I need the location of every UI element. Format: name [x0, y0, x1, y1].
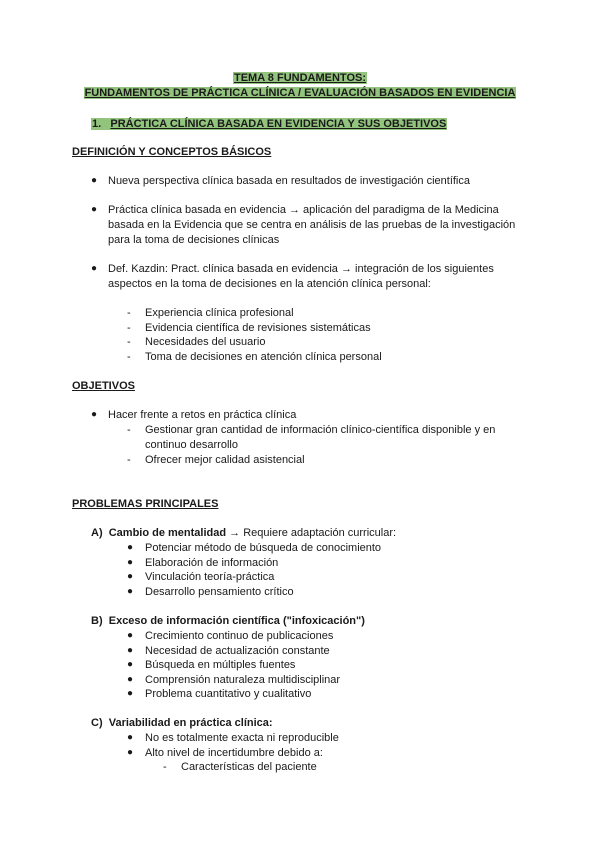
bullet-icon: ● — [91, 204, 98, 215]
group-b-item-1: Crecimiento continuo de publicaciones — [145, 630, 334, 642]
group-b-item-2: Necesidad de actualización constante — [145, 645, 330, 657]
definicion-bullet-2-line3: para la toma de decisiones clínicas — [108, 234, 280, 246]
group-c-item-2: Alto nivel de incertidumbre debido a: — [145, 747, 323, 759]
group-c-sub-item-1: Características del paciente — [181, 761, 317, 773]
group-a-title: Cambio de mentalidad — [108, 527, 227, 539]
objetivos-sub-item-2: Ofrecer mejor calidad asistencial — [145, 454, 305, 466]
bullet-icon: ● — [127, 542, 134, 553]
section-1-heading — [91, 117, 447, 131]
group-a-item-1: Potenciar método de búsqueda de conocimiento — [145, 542, 382, 554]
group-c-letter: C) — [91, 717, 103, 729]
bullet-icon: ● — [127, 630, 134, 641]
bullet-icon: ● — [127, 732, 134, 743]
group-b-item-5: Problema cuantitativo y cualitativo — [145, 688, 312, 700]
definicion-bullet-2-line2: basada en la Evidencia que se centra en análisis de las pruebas de la investigación — [108, 219, 516, 231]
bullet-icon: ● — [127, 688, 134, 699]
objetivos-sub-item-1-line2: continuo desarrollo — [145, 439, 238, 451]
doc-title-line1 — [0, 71, 600, 85]
bullet-icon: ● — [127, 557, 134, 568]
objetivos-bullet: Hacer frente a retos en práctica clínica — [108, 409, 297, 421]
definicion-bullet-1: Nueva perspectiva clínica basada en resultados de investigación científica — [108, 175, 470, 187]
objetivos-sub-item-1-line1: Gestionar gran cantidad de información clínico-científica disponible y en — [145, 424, 496, 436]
bullet-icon: ● — [91, 175, 98, 186]
dash-icon: - — [127, 454, 131, 466]
dash-icon: - — [163, 761, 167, 773]
problemas-heading: PROBLEMAS PRINCIPALES — [72, 498, 219, 510]
problemas-group-a-heading — [91, 526, 396, 540]
definicion-heading: DEFINICIÓN Y CONCEPTOS BÁSICOS — [72, 146, 272, 158]
group-a-item-4: Desarrollo pensamiento crítico — [145, 586, 294, 598]
definicion-sub-item-3: Necesidades del usuario — [145, 336, 266, 348]
bullet-icon: ● — [127, 571, 134, 582]
problemas-group-b-heading — [91, 614, 365, 628]
problemas-group-c-heading — [91, 716, 273, 730]
section-1-number: 1. — [92, 118, 102, 130]
group-a-item-2: Elaboración de información — [145, 557, 279, 569]
objetivos-heading: OBJETIVOS — [72, 380, 135, 392]
group-b-item-4: Comprensión naturaleza multidisciplinar — [145, 674, 341, 686]
bullet-icon: ● — [127, 674, 134, 685]
group-a-suffix: → Requiere adaptación curricular: — [226, 527, 397, 539]
group-c-item-1: No es totalmente exacta ni reproducible — [145, 732, 339, 744]
definicion-sub-item-2: Evidencia científica de revisiones sistemáticas — [145, 322, 371, 334]
doc-title-line2-text: FUNDAMENTOS DE PRÁCTICA CLÍNICA / EVALUACIÓN BASADOS EN EVIDENCIA — [84, 87, 516, 99]
definicion-bullet-2-line1: Práctica clínica basada en evidencia → aplicación del paradigma de la Medicina — [108, 204, 499, 216]
bullet-icon: ● — [127, 659, 134, 670]
bullet-icon: ● — [127, 586, 134, 597]
group-a-item-3: Vinculación teoría-práctica — [145, 571, 275, 583]
definicion-bullet-3-line1: Def. Kazdin: Pract. clínica basada en evidencia → integración de los siguientes — [108, 263, 494, 275]
bullet-icon: ● — [91, 409, 98, 420]
doc-title-line2 — [0, 86, 600, 100]
group-a-letter: A) — [91, 527, 103, 539]
dash-icon: - — [127, 307, 131, 319]
bullet-icon: ● — [127, 645, 134, 656]
dash-icon: - — [127, 336, 131, 348]
group-b-title: Exceso de información científica ("infoxicación") — [108, 615, 365, 627]
definicion-sub-item-4: Toma de decisiones en atención clínica personal — [145, 351, 382, 363]
definicion-sub-item-1: Experiencia clínica profesional — [145, 307, 294, 319]
dash-icon: - — [127, 424, 131, 436]
bullet-icon: ● — [91, 263, 98, 274]
group-b-item-3: Búsqueda en múltiples fuentes — [145, 659, 296, 671]
definicion-bullet-3-line2: aspectos en la toma de decisiones en la atención clínica personal: — [108, 278, 431, 290]
dash-icon: - — [127, 351, 131, 363]
bullet-icon: ● — [127, 747, 134, 758]
dash-icon: - — [127, 322, 131, 334]
group-c-title: Variabilidad en práctica clínica: — [108, 717, 273, 729]
group-b-letter: B) — [91, 615, 103, 627]
doc-title-line1-text: TEMA 8 FUNDAMENTOS: — [234, 72, 366, 84]
section-1-title: PRÁCTICA CLÍNICA BASADA EN EVIDENCIA Y SUS OBJETIVOS — [110, 118, 447, 130]
